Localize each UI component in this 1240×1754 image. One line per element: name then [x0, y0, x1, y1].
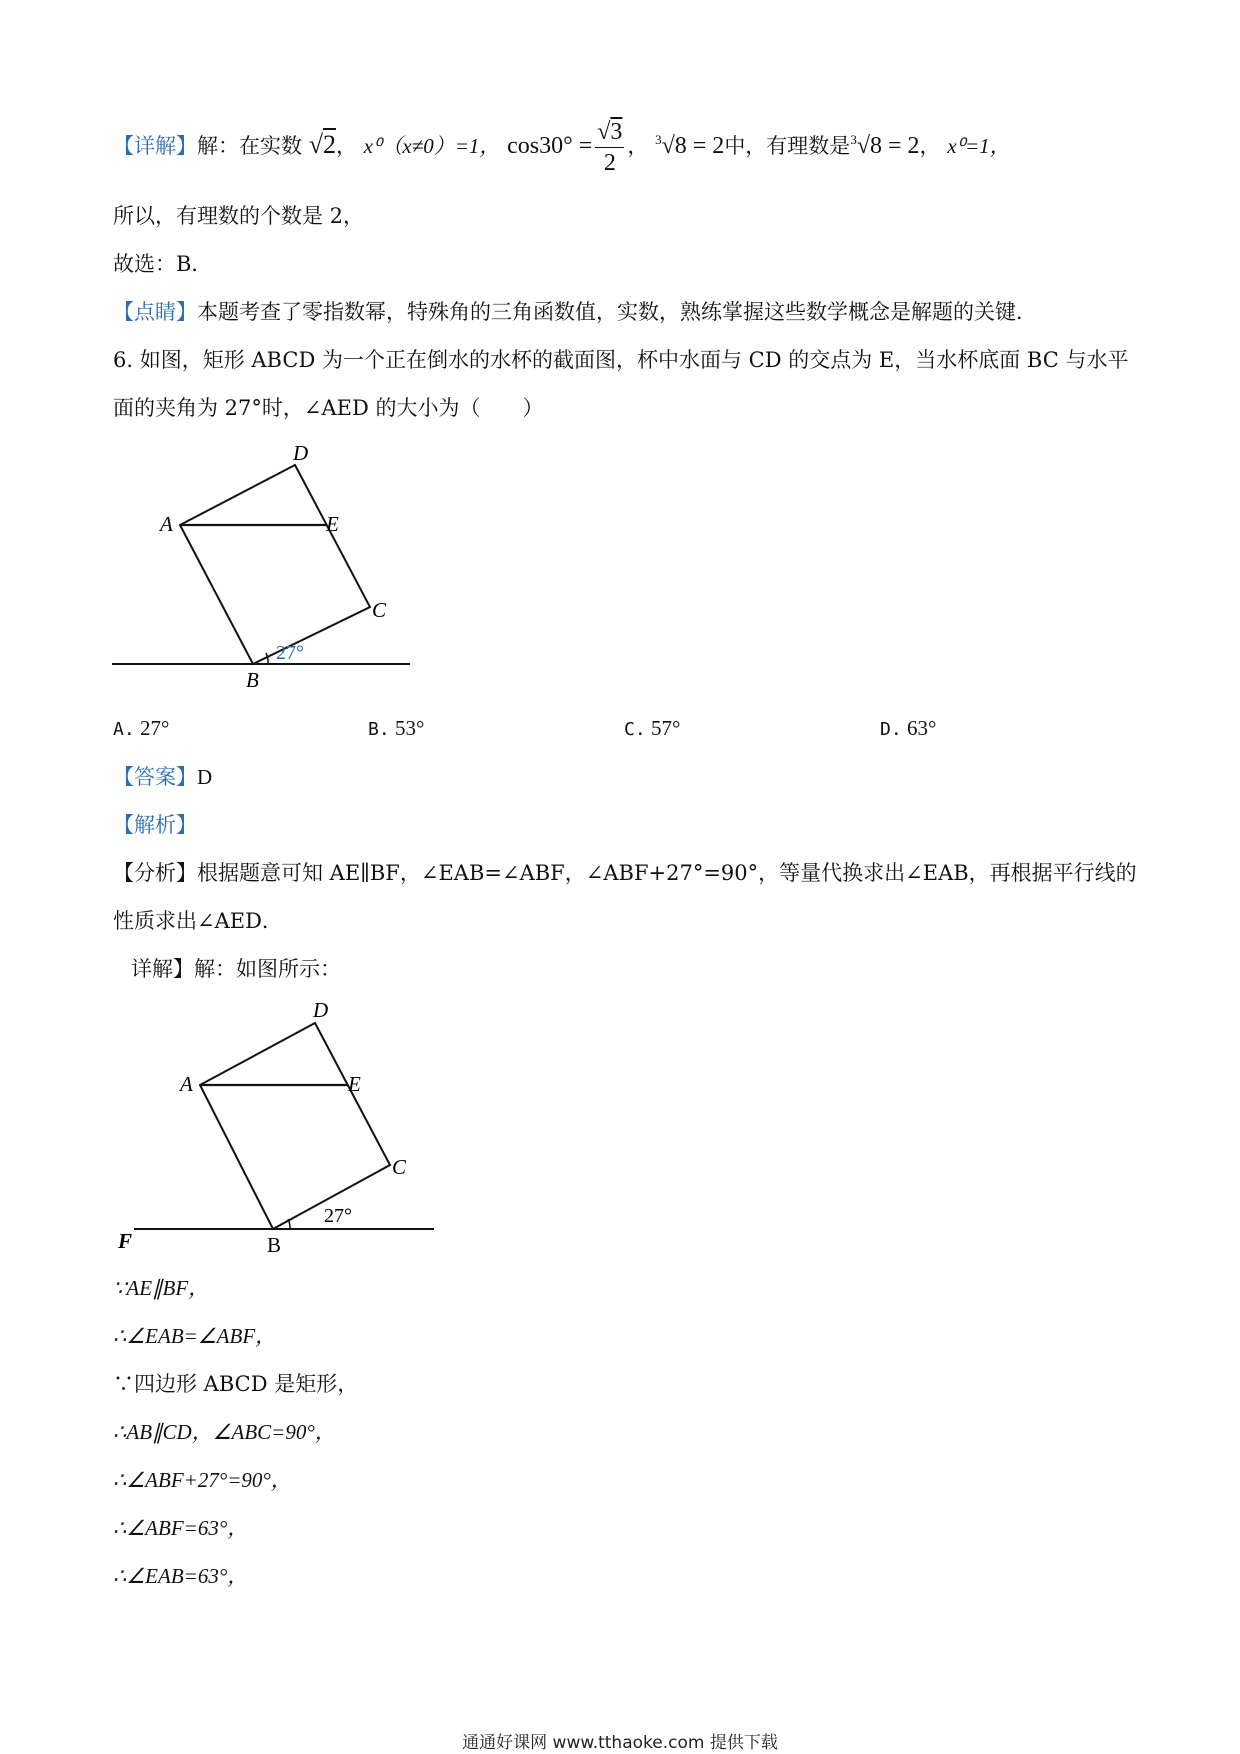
option-key: A.: [113, 719, 135, 740]
step-line: ∴∠EAB=63°，: [113, 1564, 249, 1588]
label-E: E: [348, 1072, 361, 1096]
intro-text: 解：在实数: [197, 134, 302, 158]
option-key: B.: [368, 719, 390, 740]
label-B: B: [246, 668, 259, 692]
question-line-1: 6. 如图，矩形 ABCD 为一个正在倒水的水杯的截面图，杯中水面与 CD 的交点为 E，当水杯底面 BC 与水平: [113, 348, 1129, 372]
angle-label: 27°: [276, 642, 304, 664]
label-D: D: [293, 441, 309, 465]
zero-power-expr-2: x⁰=1，: [947, 134, 1011, 158]
option-value: 63°: [906, 716, 937, 740]
option-d[interactable]: [880, 716, 936, 741]
answer-label: 【答案】: [113, 765, 197, 789]
sqrt-two: √2: [308, 130, 336, 159]
cube-root-a: $^3$√8 = 2: [655, 132, 725, 159]
option-key: C.: [624, 719, 646, 740]
analysis-label: 【分析】: [113, 861, 197, 885]
angle-label: 27°: [324, 1205, 352, 1227]
remark-text: 本题考查了零指数幂，特殊角的三角函数值，实数，熟练掌握这些数学概念是解题的关键．: [197, 300, 1037, 324]
answer-line: [113, 763, 212, 791]
label-A: A: [180, 1072, 193, 1096]
step-line: ∵四边形 ABCD 是矩形，: [113, 1372, 359, 1396]
cos-fraction: $\frac{√3}{2}$: [597, 119, 623, 176]
cube-root-b: $^3$√8 = 2: [850, 132, 920, 159]
option-b[interactable]: [368, 716, 424, 741]
option-key: D.: [880, 719, 902, 740]
figure-2-diagram: [110, 995, 440, 1260]
analysis-line-2: 性质求出∠AED．: [113, 909, 283, 933]
comma: ，: [335, 134, 357, 158]
question-line-2: 面的夹角为 27°时，∠AED 的大小为（ ）: [113, 396, 544, 420]
step-line: ∴∠EAB=∠ABF，: [113, 1324, 277, 1348]
label-E: E: [326, 512, 339, 536]
step-line: ∴∠ABF+27°=90°，: [113, 1468, 292, 1492]
detail-intro: 详解】解：如图所示：: [131, 957, 341, 981]
comma: ，: [627, 134, 649, 158]
cos-den: 2: [603, 150, 616, 176]
page-footer: 通通好课网 www.tthaoke.com 提供下载: [462, 1733, 778, 1753]
cos-num: 3: [610, 119, 623, 145]
analysis-text: 根据题意可知 AE∥BF，∠EAB=∠ABF，∠ABF+27°=90°，等量代换求出∠EAB，再根据平行线的: [197, 861, 1137, 885]
answer-value: D: [197, 765, 213, 789]
intro-detail-line: [113, 115, 1011, 178]
figure-1-diagram: [100, 435, 430, 695]
option-c[interactable]: [624, 716, 680, 741]
step-line: ∵AE∥BF，: [113, 1276, 210, 1300]
option-value: 57°: [650, 716, 681, 740]
step-line: ∴∠ABF=63°，: [113, 1516, 249, 1540]
comma: ，: [919, 134, 941, 158]
step-line: ∴AB∥CD，∠ABC=90°，: [113, 1420, 336, 1444]
label-B: B: [267, 1233, 282, 1257]
option-a[interactable]: [113, 716, 169, 741]
intro-text-2: 中，有理数是: [724, 134, 851, 158]
remark-line: [113, 298, 1037, 326]
intro-line-2: 所以，有理数的个数是 2，: [113, 204, 365, 228]
intro-line-3: 故选：B．: [113, 252, 213, 276]
label-C: C: [372, 598, 387, 622]
remark-label: 【点睛】: [113, 300, 197, 324]
cos-expr: cos30° =: [507, 133, 593, 159]
option-value: 27°: [139, 716, 170, 740]
detail-label: 【详解】: [113, 134, 197, 158]
label-A: A: [160, 512, 173, 536]
zero-power-expr: x⁰（x≠0）=1，: [363, 134, 501, 158]
label-C: C: [392, 1155, 407, 1179]
analysis-heading: 【解析】: [113, 813, 197, 837]
label-F: F: [118, 1229, 133, 1253]
analysis-line-1: [113, 859, 1137, 887]
option-value: 53°: [394, 716, 425, 740]
label-D: D: [313, 998, 329, 1022]
